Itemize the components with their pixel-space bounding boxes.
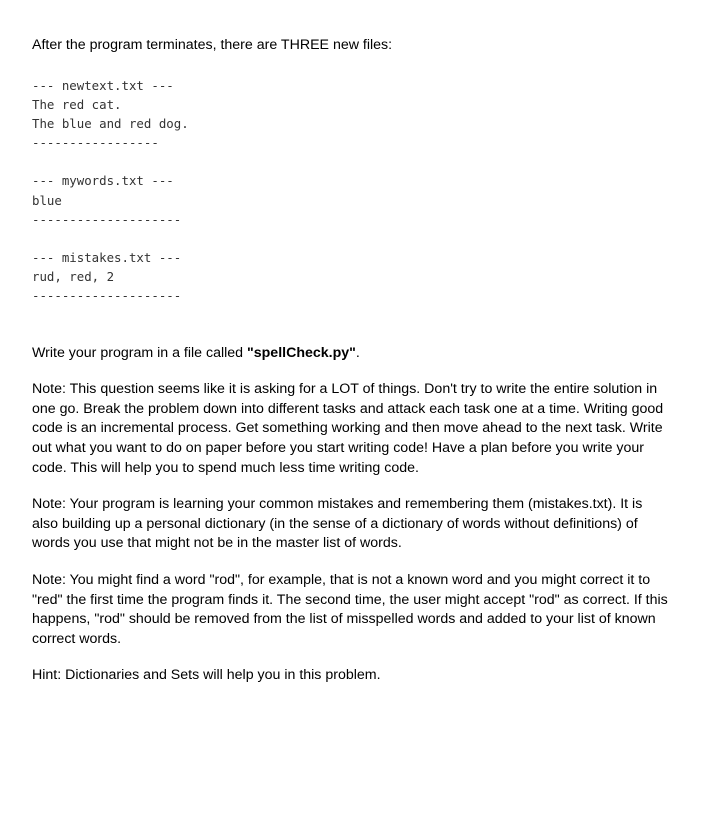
file-footer: ----------------- xyxy=(32,135,159,151)
file-header: --- newtext.txt --- xyxy=(32,77,174,93)
document-body xyxy=(32,36,672,686)
file-line: The red cat. xyxy=(32,96,122,112)
file-header: --- mywords.txt --- xyxy=(32,173,174,189)
note-learning: Note: Your program is learning your common mistakes and remembering them (mistakes.txt). It is also building up a personal dictionary (in the sense of a dictionary of words without definitions) of words you use that might not be in the master list of words. xyxy=(32,496,643,552)
file-footer: -------------------- xyxy=(32,288,182,304)
file-footer: -------------------- xyxy=(32,211,182,227)
write-program-instruction xyxy=(32,344,672,364)
file-header: --- mistakes.txt --- xyxy=(32,250,182,266)
intro-text: After the program terminates, there are THREE new files: xyxy=(32,37,393,53)
file-line: rud, red, 2 xyxy=(32,269,115,285)
program-filename: "spellCheck.py" xyxy=(247,344,356,361)
file-block-mistakes xyxy=(32,248,672,306)
write-program-prefix: Write your program in a file called xyxy=(32,344,248,361)
file-line: The blue and red dog. xyxy=(32,116,189,131)
write-program-suffix: . xyxy=(355,344,360,361)
hint-text: Hint: Dictionaries and Sets will help you in this problem. xyxy=(32,667,381,684)
note-example: Note: You might find a word "rod", for example, that is not a known word and you might correct it to "red" the first time the program finds it. The second time, the user might accept "rod" as correct. If this happens, "rod" should be removed from the list of misspelled words and added to your list of known correct words. xyxy=(32,571,668,647)
file-block-newtext xyxy=(32,76,672,153)
note-incremental: Note: This question seems like it is asking for a LOT of things. Don't try to write the entire solution in one go. Break the problem down into different tasks and attack each task one at a time. Writing good code is an incremental process. Get something working and then move ahead to the next task. Write out what you want to do on paper before you start writing code! Have a plan before you write your code. This will help you to spend much less time writing code. xyxy=(32,381,664,476)
file-line: blue xyxy=(32,192,62,208)
file-block-mywords xyxy=(32,171,672,229)
